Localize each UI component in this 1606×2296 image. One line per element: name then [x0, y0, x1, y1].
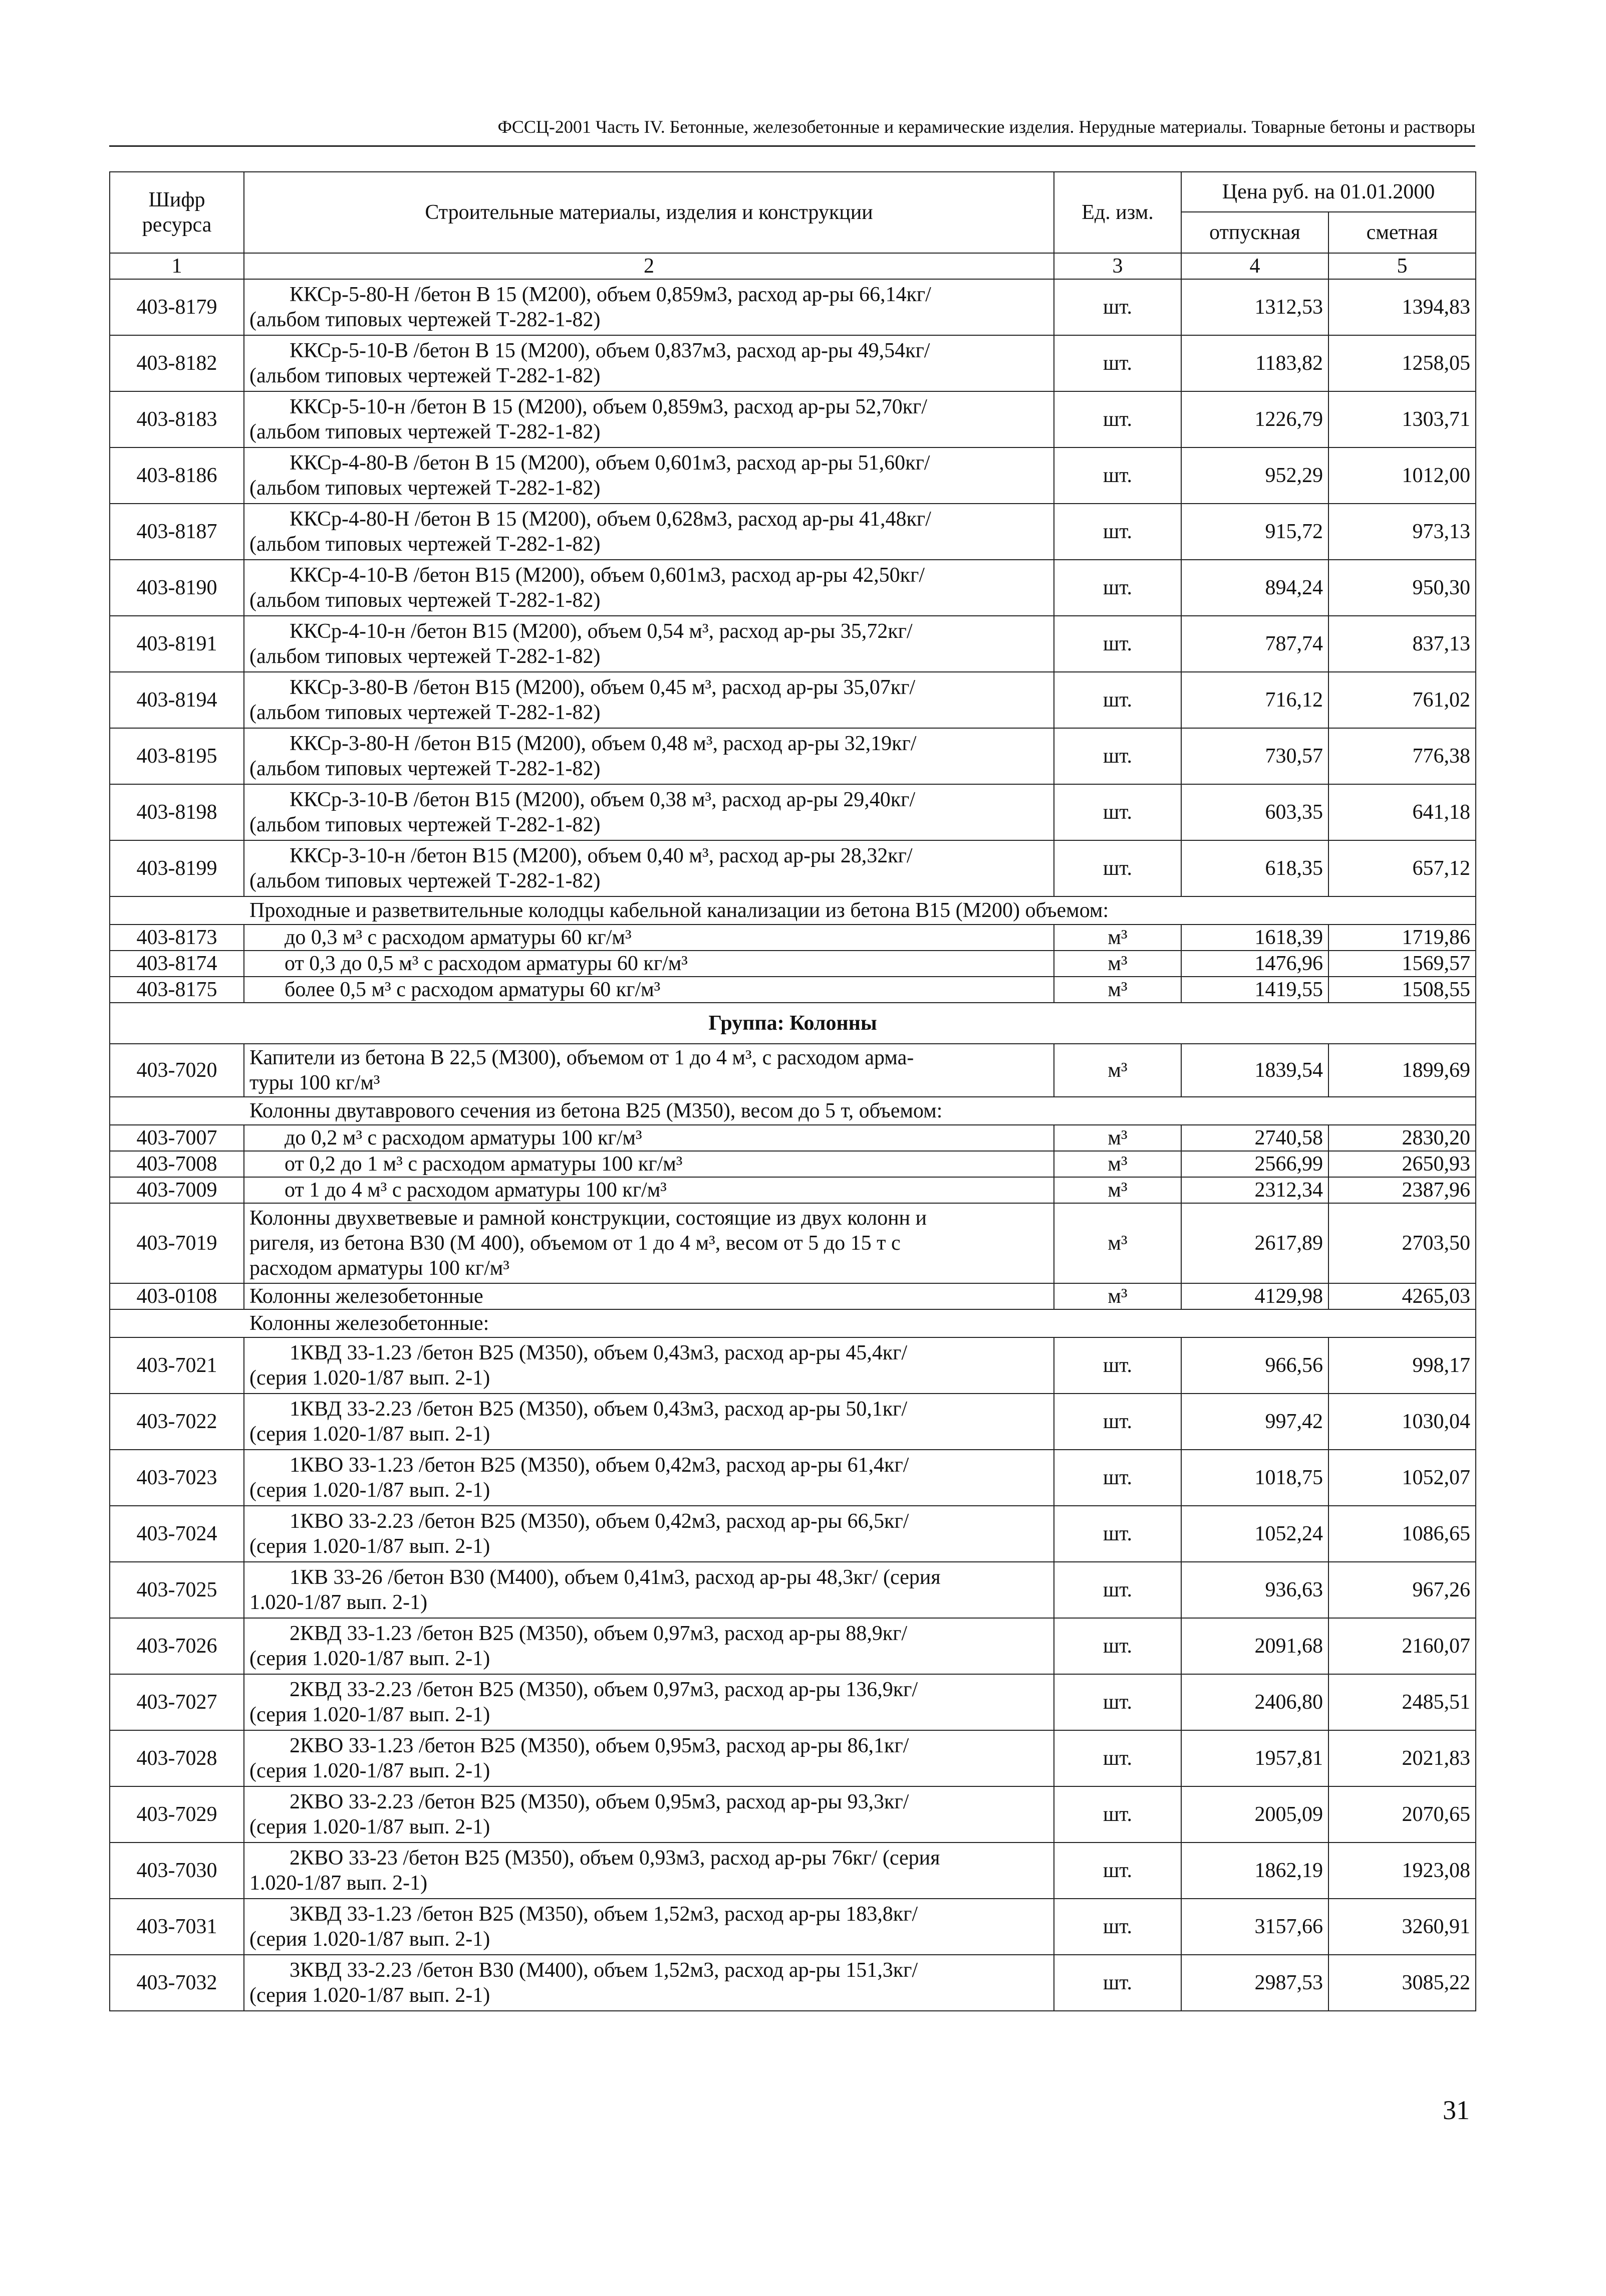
resource-code: 403-8175	[110, 977, 244, 1003]
unit: шт.	[1054, 1562, 1181, 1618]
description-line: 3КВД 33-2.23 /бетон В30 (М400), объем 1,52м3, расход ар-ры 151,3кг/	[290, 1959, 918, 1982]
resource-code: 403-7026	[110, 1618, 244, 1674]
description-line: (серия 1.020-1/87 вып. 2-1)	[249, 1535, 490, 1558]
unit: м³	[1054, 925, 1181, 951]
resource-description	[244, 560, 1054, 616]
release-price: 2091,68	[1181, 1618, 1328, 1674]
table-row	[110, 616, 1476, 672]
resource-description: Колонны железобетонные	[244, 1283, 1054, 1309]
unit: м³	[1054, 1151, 1181, 1177]
description-line: (серия 1.020-1/87 вып. 2-1)	[249, 1423, 490, 1446]
resource-description	[244, 728, 1054, 784]
rows-section-c	[110, 1125, 1476, 1203]
estimate-price: 2160,07	[1328, 1618, 1476, 1674]
unit: м³	[1054, 951, 1181, 977]
resource-description: Колонны двухветвевые и рамной конструкции, состоящие из двух колонн и ригеля, из бетона В30 (М 400), объемом от 1 до 4 м³, весом от 5 до 15 т с расходом арматуры 100 кг/м³	[244, 1203, 1054, 1283]
resource-code: 403-7019	[110, 1203, 244, 1283]
release-price: 997,42	[1181, 1394, 1328, 1450]
table-row	[110, 1843, 1476, 1899]
description-line: (серия 1.020-1/87 вып. 2-1)	[249, 1928, 490, 1951]
col-estimate-header: сметная	[1328, 212, 1476, 253]
section-row	[110, 1097, 1476, 1125]
table-row	[110, 840, 1476, 896]
estimate-price: 3085,22	[1328, 1955, 1476, 2011]
col-price-header: Цена руб. на 01.01.2000	[1181, 172, 1476, 212]
release-price: 1618,39	[1181, 925, 1328, 951]
description-line: (серия 1.020-1/87 вып. 2-1)	[249, 1366, 490, 1390]
release-price: 936,63	[1181, 1562, 1328, 1618]
release-price: 1018,75	[1181, 1450, 1328, 1506]
description-line: (альбом типовых чертежей Т-282-1-82)	[249, 589, 601, 612]
unit: шт.	[1054, 1899, 1181, 1955]
estimate-price: 4265,03	[1328, 1283, 1476, 1309]
table-row	[110, 1337, 1476, 1394]
resource-description	[244, 504, 1054, 560]
table-row	[110, 279, 1476, 335]
table-row	[110, 1506, 1476, 1562]
table-row	[110, 1177, 1476, 1203]
unit: шт.	[1054, 1674, 1181, 1730]
description-line: ККСр-5-10-н /бетон В 15 (М200), объем 0,859м3, расход ар-ры 52,70кг/	[290, 395, 927, 418]
estimate-price: 950,30	[1328, 560, 1476, 616]
col-desc-header: Строительные материалы, изделия и конструкции	[244, 172, 1054, 253]
unit: шт.	[1054, 1394, 1181, 1450]
col-release-header: отпускная	[1181, 212, 1328, 253]
group-title-row	[110, 1003, 1476, 1044]
resource-description	[244, 391, 1054, 447]
description-line: (серия 1.020-1/87 вып. 2-1)	[249, 1647, 490, 1670]
release-price: 2987,53	[1181, 1955, 1328, 2011]
group-block	[110, 1003, 1476, 1125]
resource-description: Капители из бетона В 22,5 (М300), объемом от 1 до 4 м³, с расходом арма- туры 100 кг/м³	[244, 1044, 1054, 1097]
release-price: 1052,24	[1181, 1506, 1328, 1562]
resource-description	[244, 447, 1054, 504]
price-table	[109, 171, 1476, 2011]
unit: шт.	[1054, 1506, 1181, 1562]
description-line: (альбом типовых чертежей Т-282-1-82)	[249, 533, 601, 556]
table-row	[110, 1562, 1476, 1618]
resource-code: 403-8182	[110, 335, 244, 391]
header-row	[110, 172, 1476, 212]
table-row	[110, 1786, 1476, 1843]
unit: шт.	[1054, 1450, 1181, 1506]
release-price: 1183,82	[1181, 335, 1328, 391]
unit: м³	[1054, 1044, 1181, 1097]
rows-section-b	[110, 925, 1476, 1003]
resource-code: 403-8173	[110, 925, 244, 951]
resource-code: 403-7020	[110, 1044, 244, 1097]
resource-description	[244, 279, 1054, 335]
release-price: 915,72	[1181, 504, 1328, 560]
description-line: 1КВО 33-1.23 /бетон В25 (М350), объем 0,42м3, расход ар-ры 61,4кг/	[290, 1454, 909, 1477]
unit: шт.	[1054, 1730, 1181, 1786]
estimate-price: 837,13	[1328, 616, 1476, 672]
description-line: (серия 1.020-1/87 вып. 2-1)	[249, 1984, 490, 2007]
release-price: 2312,34	[1181, 1177, 1328, 1203]
table-row	[110, 1730, 1476, 1786]
description-line: ККСр-4-80-В /бетон В 15 (М200), объем 0,601м3, расход ар-ры 51,60кг/	[290, 451, 930, 475]
unit: шт.	[1054, 616, 1181, 672]
release-price: 1476,96	[1181, 951, 1328, 977]
estimate-price: 967,26	[1328, 1562, 1476, 1618]
resource-code: 403-7027	[110, 1674, 244, 1730]
description-line: ККСр-5-10-В /бетон В 15 (М200), объем 0,837м3, расход ар-ры 49,54кг/	[290, 339, 930, 362]
table-row	[110, 925, 1476, 951]
unit: шт.	[1054, 1337, 1181, 1394]
estimate-price: 2021,83	[1328, 1730, 1476, 1786]
resource-code: 403-8186	[110, 447, 244, 504]
release-price: 2740,58	[1181, 1125, 1328, 1151]
resource-description	[244, 1618, 1054, 1674]
unit: шт.	[1054, 672, 1181, 728]
estimate-price: 973,13	[1328, 504, 1476, 560]
estimate-price: 2650,93	[1328, 1151, 1476, 1177]
estimate-price: 2485,51	[1328, 1674, 1476, 1730]
description-line: (серия 1.020-1/87 вып. 2-1)	[249, 1703, 490, 1726]
resource-description	[244, 1955, 1054, 2011]
description-line: (серия 1.020-1/87 вып. 2-1)	[249, 1479, 490, 1502]
resource-code: 403-7028	[110, 1730, 244, 1786]
resource-code: 403-7025	[110, 1562, 244, 1618]
description-line: 2КВД 33-1.23 /бетон В25 (М350), объем 0,97м3, расход ар-ры 88,9кг/	[290, 1622, 908, 1645]
description-line: 1.020-1/87 вып. 2-1)	[249, 1591, 428, 1614]
release-price: 618,35	[1181, 840, 1328, 896]
description-line: (альбом типовых чертежей Т-282-1-82)	[249, 364, 601, 387]
col-number: 5	[1328, 253, 1476, 279]
description-line: (альбом типовых чертежей Т-282-1-82)	[249, 757, 601, 780]
resource-code: 403-7007	[110, 1125, 244, 1151]
release-price: 2566,99	[1181, 1151, 1328, 1177]
resource-description: от 0,2 до 1 м³ с расходом арматуры 100 кг/м³	[244, 1151, 1054, 1177]
table-row	[110, 1674, 1476, 1730]
estimate-price: 1030,04	[1328, 1394, 1476, 1450]
unit: м³	[1054, 977, 1181, 1003]
col-unit-header: Ед. изм.	[1054, 172, 1181, 253]
estimate-price: 776,38	[1328, 728, 1476, 784]
estimate-price: 1258,05	[1328, 335, 1476, 391]
description-line: (альбом типовых чертежей Т-282-1-82)	[249, 308, 601, 331]
section-row	[110, 896, 1476, 925]
resource-description: более 0,5 м³ с расходом арматуры 60 кг/м³	[244, 977, 1054, 1003]
description-line: 2КВО 33-23 /бетон В25 (М350), объем 0,93м3, расход ар-ры 76кг/ (серия	[290, 1847, 940, 1870]
resource-code: 403-7023	[110, 1450, 244, 1506]
description-line: (серия 1.020-1/87 вып. 2-1)	[249, 1759, 490, 1782]
resource-code: 403-8199	[110, 840, 244, 896]
description-line: 1КВД 33-2.23 /бетон В25 (М350), объем 0,43м3, расход ар-ры 50,1кг/	[290, 1398, 908, 1421]
table-row	[110, 1283, 1476, 1309]
release-price: 4129,98	[1181, 1283, 1328, 1309]
estimate-price: 1923,08	[1328, 1843, 1476, 1899]
table-row	[110, 1618, 1476, 1674]
estimate-price: 1052,07	[1328, 1450, 1476, 1506]
description-line: 3КВД 33-1.23 /бетон В25 (М350), объем 1,52м3, расход ар-ры 183,8кг/	[290, 1903, 918, 1926]
table-row	[110, 784, 1476, 840]
col-number: 4	[1181, 253, 1328, 279]
wells-block	[110, 896, 1476, 925]
release-price: 787,74	[1181, 616, 1328, 672]
resource-code: 403-7030	[110, 1843, 244, 1899]
section-row	[110, 1309, 1476, 1337]
unit: шт.	[1054, 391, 1181, 447]
resource-code: 403-7009	[110, 1177, 244, 1203]
table-row	[110, 1394, 1476, 1450]
description-line: 2КВО 33-2.23 /бетон В25 (М350), объем 0,95м3, расход ар-ры 93,3кг/	[290, 1790, 909, 1813]
unit: шт.	[1054, 279, 1181, 335]
unit: шт.	[1054, 1843, 1181, 1899]
resource-description: от 0,3 до 0,5 м³ с расходом арматуры 60 кг/м³	[244, 951, 1054, 977]
table-row	[110, 391, 1476, 447]
resource-code: 403-0108	[110, 1283, 244, 1309]
unit: шт.	[1054, 560, 1181, 616]
description-line: ККСр-3-80-Н /бетон В15 (М200), объем 0,48 м³, расход ар-ры 32,19кг/	[290, 732, 917, 755]
estimate-price: 2387,96	[1328, 1177, 1476, 1203]
table-row	[110, 447, 1476, 504]
section-rc-text: Колонны железобетонные:	[110, 1309, 1476, 1337]
resource-description: от 1 до 4 м³ с расходом арматуры 100 кг/м³	[244, 1177, 1054, 1203]
table-row	[110, 1899, 1476, 1955]
unit: м³	[1054, 1125, 1181, 1151]
resource-description	[244, 1562, 1054, 1618]
resource-description	[244, 1450, 1054, 1506]
unit: м³	[1054, 1177, 1181, 1203]
table-row	[110, 1955, 1476, 2011]
col-number: 3	[1054, 253, 1181, 279]
release-price: 716,12	[1181, 672, 1328, 728]
release-price: 1419,55	[1181, 977, 1328, 1003]
estimate-price: 1899,69	[1328, 1044, 1476, 1097]
release-price: 1957,81	[1181, 1730, 1328, 1786]
resource-code: 403-7029	[110, 1786, 244, 1843]
estimate-price: 761,02	[1328, 672, 1476, 728]
table-row	[110, 728, 1476, 784]
description-line: 1КВД 33-1.23 /бетон В25 (М350), объем 0,43м3, расход ар-ры 45,4кг/	[290, 1341, 908, 1364]
estimate-price: 641,18	[1328, 784, 1476, 840]
resource-code: 403-8198	[110, 784, 244, 840]
estimate-price: 1394,83	[1328, 279, 1476, 335]
resource-code: 403-8179	[110, 279, 244, 335]
resource-code: 403-8187	[110, 504, 244, 560]
estimate-price: 998,17	[1328, 1337, 1476, 1394]
unit: шт.	[1054, 447, 1181, 504]
resource-code: 403-8191	[110, 616, 244, 672]
estimate-price: 2703,50	[1328, 1203, 1476, 1283]
group-title: Группа: Колонны	[110, 1003, 1476, 1044]
description-line: ККСр-4-10-н /бетон В15 (М200), объем 0,54 м³, расход ар-ры 35,72кг/	[290, 620, 913, 643]
table-row	[110, 977, 1476, 1003]
release-price: 894,24	[1181, 560, 1328, 616]
unit: шт.	[1054, 504, 1181, 560]
estimate-price: 3260,91	[1328, 1899, 1476, 1955]
description-line: ККСр-3-10-н /бетон В15 (М200), объем 0,40 м³, расход ар-ры 28,32кг/	[290, 844, 913, 867]
resource-description	[244, 1337, 1054, 1394]
unit: шт.	[1054, 784, 1181, 840]
resource-description	[244, 784, 1054, 840]
resource-code: 403-8190	[110, 560, 244, 616]
unit: м³	[1054, 1203, 1181, 1283]
release-price: 966,56	[1181, 1337, 1328, 1394]
page-number: 31	[1443, 2095, 1470, 2125]
table-row	[110, 1450, 1476, 1506]
col-number: 1	[110, 253, 244, 279]
resource-description	[244, 840, 1054, 896]
resource-description	[244, 1674, 1054, 1730]
estimate-price: 1569,57	[1328, 951, 1476, 977]
unit: м³	[1054, 1283, 1181, 1309]
description-line: ККСр-3-80-В /бетон В15 (М200), объем 0,45 м³, расход ар-ры 35,07кг/	[290, 676, 916, 699]
table-row	[110, 672, 1476, 728]
resource-description	[244, 1730, 1054, 1786]
resource-code: 403-7022	[110, 1394, 244, 1450]
description-line: 1КВ 33-26 /бетон В30 (М400), объем 0,41м3, расход ар-ры 48,3кг/ (серия	[290, 1566, 941, 1589]
resource-description	[244, 1506, 1054, 1562]
resource-code: 403-8174	[110, 951, 244, 977]
section-wells-text: Проходные и разветвительные колодцы кабельной канализации из бетона В15 (М200) объемом:	[110, 896, 1476, 925]
table-row	[110, 335, 1476, 391]
description-line: (альбом типовых чертежей Т-282-1-82)	[249, 477, 601, 500]
description-line: (альбом типовых чертежей Т-282-1-82)	[249, 701, 601, 724]
col-number: 2	[244, 253, 1054, 279]
estimate-price: 1303,71	[1328, 391, 1476, 447]
resource-description: до 0,3 м³ с расходом арматуры 60 кг/м³	[244, 925, 1054, 951]
rows-section-a	[110, 279, 1476, 896]
resource-code: 403-7024	[110, 1506, 244, 1562]
resource-description	[244, 1899, 1054, 1955]
resource-code: 403-8194	[110, 672, 244, 728]
resource-description	[244, 1394, 1054, 1450]
unit: шт.	[1054, 840, 1181, 896]
description-line: ККСр-3-10-В /бетон В15 (М200), объем 0,38 м³, расход ар-ры 29,40кг/	[290, 788, 916, 811]
table-row	[110, 504, 1476, 560]
column-number-row	[110, 253, 1476, 279]
release-price: 2005,09	[1181, 1786, 1328, 1843]
release-price: 1862,19	[1181, 1843, 1328, 1899]
resource-description	[244, 1786, 1054, 1843]
description-line: (серия 1.020-1/87 вып. 2-1)	[249, 1815, 490, 1839]
estimate-price: 1086,65	[1328, 1506, 1476, 1562]
estimate-price: 2070,65	[1328, 1786, 1476, 1843]
description-line: ККСр-4-80-Н /бетон В 15 (М200), объем 0,628м3, расход ар-ры 41,48кг/	[290, 508, 931, 531]
resource-code: 403-7021	[110, 1337, 244, 1394]
release-price: 730,57	[1181, 728, 1328, 784]
description-line: (альбом типовых чертежей Т-282-1-82)	[249, 420, 601, 443]
resource-code: 403-7032	[110, 1955, 244, 2011]
unit: шт.	[1054, 335, 1181, 391]
resource-code: 403-8195	[110, 728, 244, 784]
release-price: 2617,89	[1181, 1203, 1328, 1283]
description-line: 1КВО 33-2.23 /бетон В25 (М350), объем 0,42м3, расход ар-ры 66,5кг/	[290, 1510, 909, 1533]
resource-code: 403-8183	[110, 391, 244, 447]
resource-description	[244, 616, 1054, 672]
table-row	[110, 1151, 1476, 1177]
release-price: 1312,53	[1181, 279, 1328, 335]
page-header: ФССЦ-2001 Часть IV. Бетонные, железобетонные и керамические изделия. Нерудные материалы. Товарные бетоны и растворы	[497, 117, 1475, 137]
unit: шт.	[1054, 1618, 1181, 1674]
misc-block	[110, 1203, 1476, 1337]
resource-description	[244, 672, 1054, 728]
unit: шт.	[1054, 728, 1181, 784]
release-price: 952,29	[1181, 447, 1328, 504]
resource-code: 403-7008	[110, 1151, 244, 1177]
resource-description	[244, 335, 1054, 391]
unit: шт.	[1054, 1786, 1181, 1843]
table-row	[110, 1044, 1476, 1097]
description-line: 2КВД 33-2.23 /бетон В25 (М350), объем 0,97м3, расход ар-ры 136,9кг/	[290, 1678, 918, 1701]
table-row	[110, 951, 1476, 977]
description-line: 1.020-1/87 вып. 2-1)	[249, 1872, 428, 1895]
rows-section-d	[110, 1337, 1476, 2011]
unit: шт.	[1054, 1955, 1181, 2011]
description-line: (альбом типовых чертежей Т-282-1-82)	[249, 645, 601, 668]
description-line: ККСр-5-80-Н /бетон В 15 (М200), объем 0,859м3, расход ар-ры 66,14кг/	[290, 283, 931, 306]
estimate-price: 1719,86	[1328, 925, 1476, 951]
table-row	[110, 1125, 1476, 1151]
col-code-header: Шифр ресурса	[110, 172, 244, 253]
release-price: 1226,79	[1181, 391, 1328, 447]
release-price: 3157,66	[1181, 1899, 1328, 1955]
release-price: 603,35	[1181, 784, 1328, 840]
resource-description	[244, 1843, 1054, 1899]
description-line: ККСр-4-10-В /бетон В15 (М200), объем 0,601м3, расход ар-ры 42,50кг/	[290, 564, 925, 587]
resource-code: 403-7031	[110, 1899, 244, 1955]
section-columns-text: Колонны двутаврового сечения из бетона В25 (М350), весом до 5 т, объемом:	[110, 1097, 1476, 1125]
table-row	[110, 1203, 1476, 1283]
estimate-price: 2830,20	[1328, 1125, 1476, 1151]
description-line: (альбом типовых чертежей Т-282-1-82)	[249, 869, 601, 892]
description-line: 2КВО 33-1.23 /бетон В25 (М350), объем 0,95м3, расход ар-ры 86,1кг/	[290, 1734, 909, 1757]
estimate-price: 657,12	[1328, 840, 1476, 896]
estimate-price: 1508,55	[1328, 977, 1476, 1003]
resource-description: до 0,2 м³ с расходом арматуры 100 кг/м³	[244, 1125, 1054, 1151]
release-price: 2406,80	[1181, 1674, 1328, 1730]
release-price: 1839,54	[1181, 1044, 1328, 1097]
description-line: (альбом типовых чертежей Т-282-1-82)	[249, 813, 601, 836]
table-row	[110, 560, 1476, 616]
header-rule	[109, 145, 1475, 147]
estimate-price: 1012,00	[1328, 447, 1476, 504]
